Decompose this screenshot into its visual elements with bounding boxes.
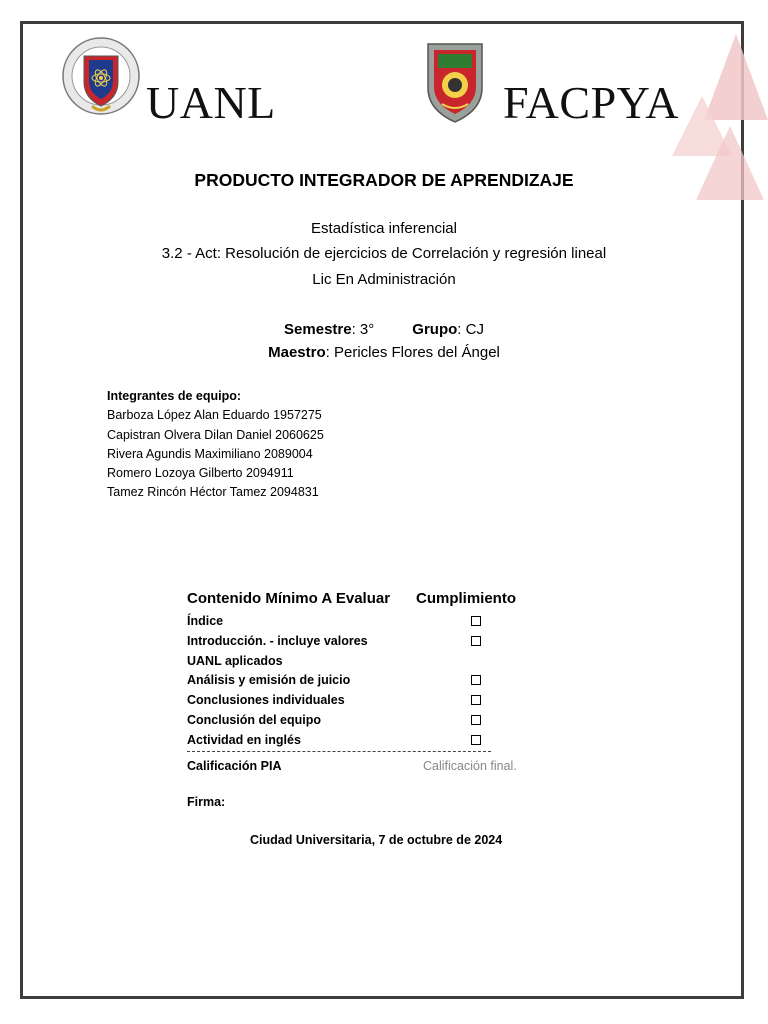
evaluation-row-label: UANL aplicados — [187, 653, 283, 668]
grade-field[interactable]: Calificación final. — [423, 759, 517, 773]
semester-label: Semestre — [284, 321, 352, 338]
evaluation-row — [187, 711, 527, 731]
facpya-wordmark: FACPYA — [503, 77, 679, 128]
checkbox[interactable] — [471, 616, 481, 626]
checkbox[interactable] — [471, 735, 481, 745]
evaluation-row — [187, 731, 527, 751]
evaluation-row-label: Conclusiones individuales — [187, 693, 345, 708]
group-value: : CJ — [457, 321, 484, 338]
evaluation-row-continuation — [187, 652, 527, 672]
uanl-wordmark: UANL — [146, 77, 276, 128]
signature-label: Firma: — [187, 795, 226, 809]
evaluation-row — [187, 671, 527, 691]
evaluation-row-label: Análisis y emisión de juicio — [187, 673, 351, 688]
place-date: Ciudad Universitaria, 7 de octubre de 2024 — [250, 833, 503, 847]
checkbox[interactable] — [471, 715, 481, 725]
document-title: PRODUCTO INTEGRADOR DE APRENDIZAJE — [194, 170, 574, 190]
team-member: Barboza López Alan Eduardo 1957275 — [107, 408, 322, 423]
team-member: Capistran Olvera Dilan Daniel 2060625 — [107, 427, 324, 442]
team-member: Rivera Agundis Maximiliano 2089004 — [107, 446, 313, 461]
semester-group-line — [0, 321, 768, 338]
activity-name: 3.2 - Act: Resolución de ejercicios de Correlación y regresión lineal — [161, 245, 607, 262]
column-header-compliance: Cumplimiento — [416, 590, 516, 607]
checkbox[interactable] — [471, 695, 481, 705]
team-members — [107, 387, 324, 503]
evaluation-row — [187, 632, 527, 652]
uanl-seal-logo — [62, 36, 140, 122]
evaluation-row — [187, 612, 527, 632]
team-member: Romero Lozoya Gilberto 2094911 — [107, 466, 294, 481]
divider — [187, 751, 491, 752]
evaluation-table — [187, 590, 527, 751]
group-label: Grupo — [412, 321, 458, 338]
checkbox[interactable] — [471, 636, 481, 646]
teacher-label: Maestro — [268, 344, 326, 361]
teacher-value: : Pericles Flores del Ángel — [325, 344, 500, 361]
grade-label: Calificación PIA — [187, 759, 282, 773]
team-heading: Integrantes de equipo: — [107, 389, 242, 403]
course-name: Estadística inferencial — [311, 220, 457, 237]
program-name: Lic En Administración — [312, 271, 456, 288]
evaluation-row-label: Actividad en inglés — [187, 732, 301, 747]
facpya-shield-logo — [424, 38, 486, 124]
page-border — [20, 21, 744, 999]
evaluation-row-label: Índice — [187, 614, 224, 628]
checkbox[interactable] — [471, 675, 481, 685]
semester-value: : 3° — [351, 321, 375, 338]
evaluation-row — [187, 691, 527, 711]
evaluation-header — [187, 590, 527, 612]
team-member: Tamez Rincón Héctor Tamez 2094831 — [107, 485, 319, 500]
evaluation-row-label: Conclusión del equipo — [187, 712, 322, 727]
teacher-line — [0, 344, 768, 361]
evaluation-row-label: Introducción. - incluye valores — [187, 633, 368, 648]
column-header-content: Contenido Mínimo A Evaluar — [187, 590, 391, 607]
